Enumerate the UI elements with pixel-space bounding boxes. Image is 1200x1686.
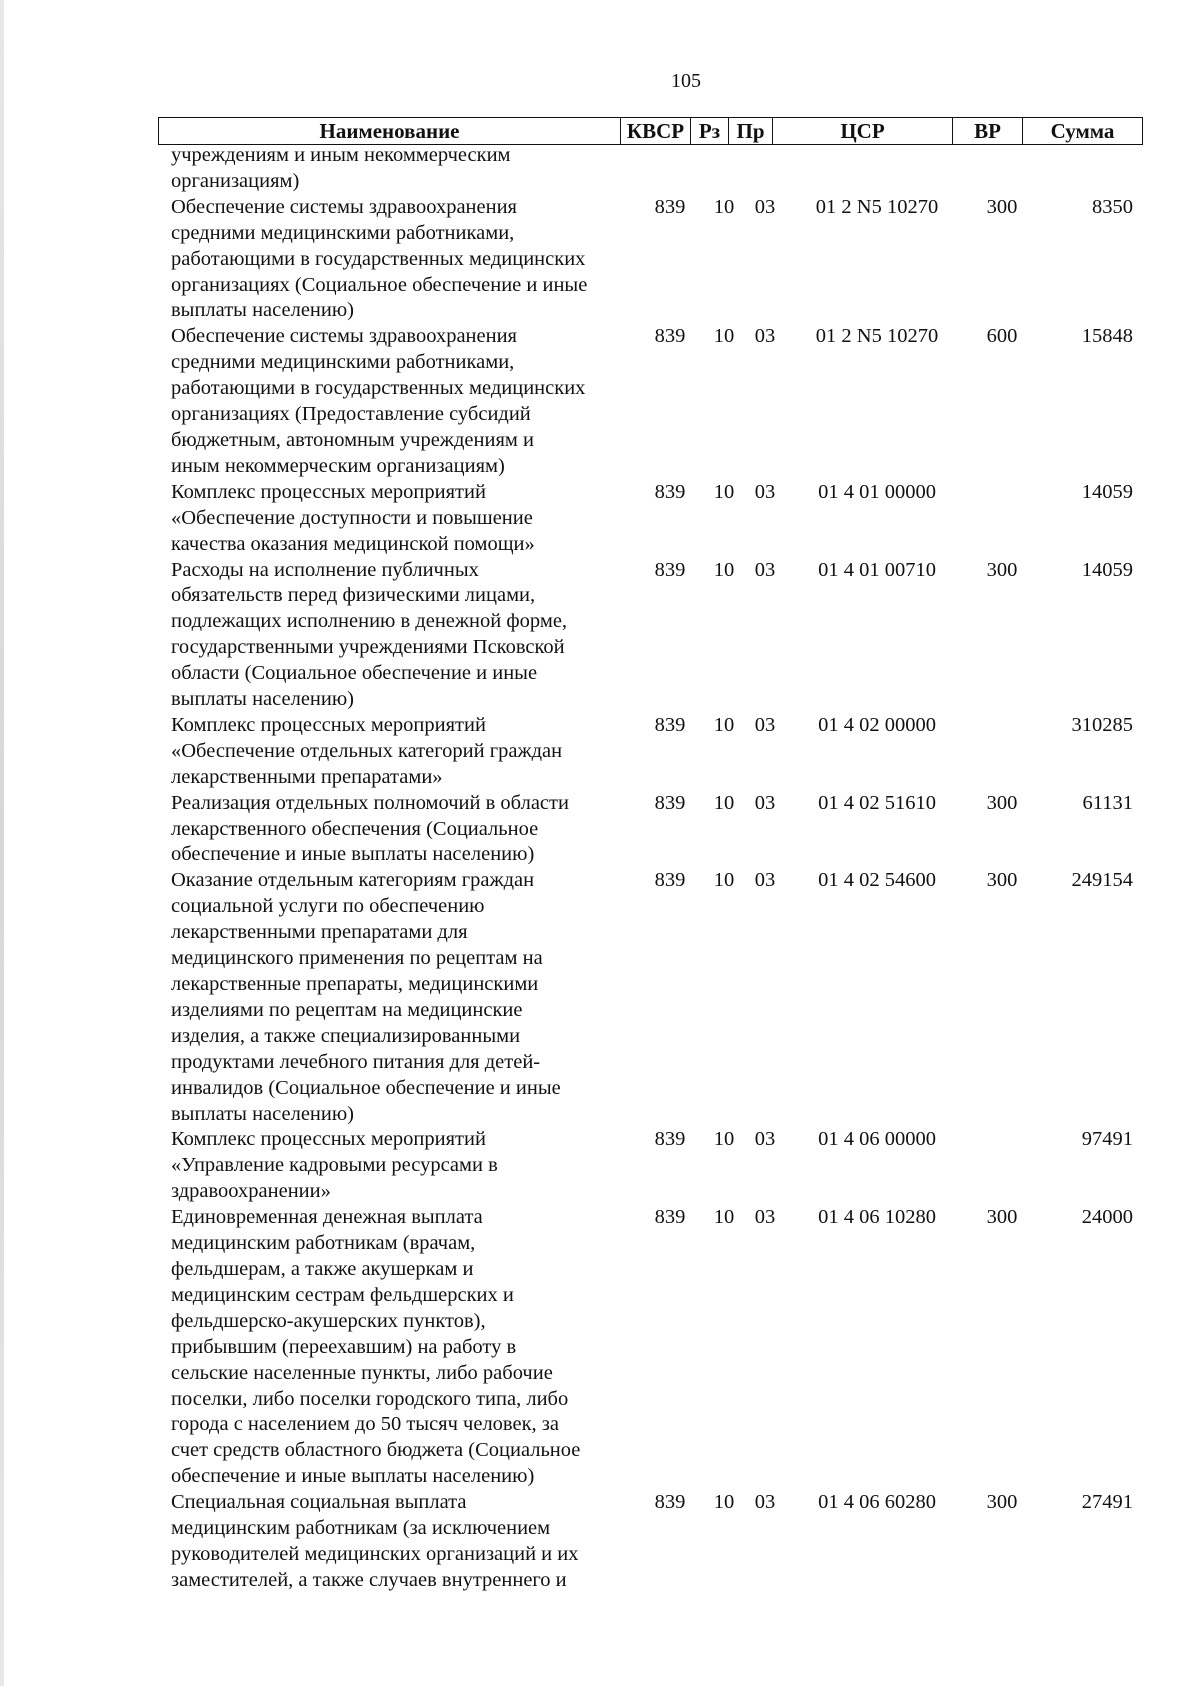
row-name: Комплекс процессных мероприятий «Обеспечение отдельных категорий граждан лекарственными препаратами»	[171, 713, 563, 788]
row-kvsr: 839	[654, 195, 686, 218]
row-name: учреждениям и иным некоммерческим организациям)	[171, 144, 511, 192]
row-kvsr	[635, 143, 705, 195]
header-rz: Рз	[691, 118, 729, 145]
row-vr	[967, 713, 1037, 791]
row-csr: 01 4 06 60280	[818, 1491, 936, 1514]
row-rz: 10	[713, 480, 735, 503]
table-row	[171, 868, 1131, 1127]
row-kvsr: 839	[654, 713, 686, 736]
row-sum	[1037, 143, 1133, 195]
row-sum: 8350	[1092, 195, 1133, 218]
row-sum: 27491	[1081, 1491, 1133, 1514]
row-pr: 03	[754, 791, 776, 814]
row-rz: 10	[713, 1128, 735, 1151]
row-sum: 14059	[1081, 480, 1133, 503]
row-kvsr: 839	[654, 1206, 686, 1229]
row-sum: 61131	[1082, 791, 1133, 814]
row-kvsr: 839	[654, 480, 686, 503]
row-kvsr: 839	[654, 1491, 686, 1514]
row-csr: 01 4 01 00710	[818, 558, 936, 581]
row-csr: 01 4 02 00000	[818, 713, 936, 736]
row-pr: 03	[754, 195, 776, 218]
header-pr: Пр	[729, 118, 773, 145]
row-rz: 10	[713, 869, 735, 892]
row-csr	[787, 143, 967, 195]
row-rz: 10	[713, 325, 735, 348]
header-csr: ЦСР	[773, 118, 953, 145]
row-rz: 10	[713, 1206, 735, 1229]
row-sum: 97491	[1081, 1128, 1133, 1151]
row-vr	[967, 1127, 1037, 1205]
row-pr: 03	[754, 1206, 776, 1229]
row-vr: 300	[986, 1491, 1018, 1514]
row-rz	[705, 143, 743, 195]
header-name: Наименование	[159, 118, 621, 145]
row-name: Специальная социальная выплата медицинским работникам (за исключением руководителей медицинских организаций и их заместителей, а также случаев внутреннего и	[171, 1491, 579, 1591]
row-csr: 01 4 06 00000	[818, 1128, 936, 1151]
row-kvsr: 839	[654, 1128, 686, 1151]
table-body	[171, 143, 1131, 1594]
row-sum: 249154	[1071, 869, 1133, 892]
row-sum: 14059	[1081, 558, 1133, 581]
table-row	[171, 324, 1131, 479]
row-pr: 03	[754, 325, 776, 348]
row-csr: 01 4 01 00000	[818, 480, 936, 503]
row-rz: 10	[713, 791, 735, 814]
row-name: Обеспечение системы здравоохранения средними медицинскими работниками, работающими в государственных медицинских организациях (Социальное обеспечение и иные выплаты населению)	[171, 195, 588, 322]
row-vr: 300	[986, 195, 1018, 218]
row-pr: 03	[754, 1128, 776, 1151]
table-row	[171, 1127, 1131, 1205]
row-pr: 03	[754, 713, 776, 736]
row-csr: 01 4 06 10280	[818, 1206, 936, 1229]
table-row	[171, 1205, 1131, 1490]
row-pr: 03	[754, 869, 776, 892]
row-name: Комплекс процессных мероприятий «Управление кадровыми ресурсами в здравоохранении»	[171, 1128, 498, 1203]
row-csr: 01 4 02 51610	[818, 791, 936, 814]
row-rz: 10	[713, 558, 735, 581]
row-name: Реализация отдельных полномочий в области лекарственного обеспечения (Социальное обеспечение и иные выплаты населению)	[171, 791, 569, 866]
row-name: Оказание отдельным категориям граждан социальной услуги по обеспечению лекарственными препаратами для медицинского применения по рецептам на лекарственные препараты, медицинскими изделиями по рецептам на медицинские изделия, а также специализированными продуктами лечебного питания для детей- инвалидов (Социальное обеспечение и иные выплаты населению)	[171, 869, 561, 1125]
header-vr: ВР	[953, 118, 1023, 145]
scan-edge	[0, 0, 4, 1686]
row-rz: 10	[713, 1491, 735, 1514]
row-vr: 300	[986, 558, 1018, 581]
table-row	[171, 143, 1131, 195]
row-vr: 600	[986, 325, 1018, 348]
row-kvsr: 839	[654, 791, 686, 814]
row-rz: 10	[713, 195, 735, 218]
table-row	[171, 480, 1131, 558]
row-sum: 310285	[1071, 713, 1133, 736]
row-csr: 01 2 N5 10270	[815, 195, 939, 218]
table-row	[171, 713, 1131, 791]
row-csr: 01 4 02 54600	[818, 869, 936, 892]
row-kvsr: 839	[654, 325, 686, 348]
row-name: Расходы на исполнение публичных обязательств перед физическими лицами, подлежащих исполнению в денежной форме, государственными учреждениями Псковской области (Социальное обеспечение и иные выплаты населению)	[171, 558, 568, 711]
row-kvsr: 839	[654, 558, 686, 581]
row-csr: 01 2 N5 10270	[815, 325, 939, 348]
page-number: 105	[671, 70, 701, 92]
row-vr: 300	[986, 869, 1018, 892]
row-sum: 24000	[1081, 1206, 1133, 1229]
row-pr: 03	[754, 558, 776, 581]
row-name: Единовременная денежная выплата медицинским работникам (врачам, фельдшерам, а также акушеркам и медицинским сестрам фельдшерских и фельдшерско-акушерских пунктов), прибывшим (переехавшим) на работу в сельские населенные пункты, либо рабочие поселки, либо поселки городского типа, либо города с населением до 50 тысяч человек, за счет средств областного бюджета (Социальное обеспечение и иные выплаты населению)	[171, 1206, 581, 1488]
row-kvsr: 839	[654, 869, 686, 892]
table-row	[171, 195, 1131, 325]
row-pr	[743, 143, 787, 195]
row-vr	[967, 480, 1037, 558]
row-sum: 15848	[1081, 325, 1133, 348]
row-vr: 300	[986, 1206, 1018, 1229]
row-vr: 300	[986, 791, 1018, 814]
header-kvsr: КВСР	[621, 118, 691, 145]
row-pr: 03	[754, 1491, 776, 1514]
header-sum: Сумма	[1023, 118, 1143, 145]
table-header	[158, 117, 1143, 145]
table-row	[171, 791, 1131, 869]
row-pr: 03	[754, 480, 776, 503]
row-vr	[967, 143, 1037, 195]
row-name: Комплекс процессных мероприятий «Обеспечение доступности и повышение качества оказания медицинской помощи»	[171, 480, 535, 555]
row-name: Обеспечение системы здравоохранения средними медицинскими работниками, работающими в государственных медицинских организациях (Предоставление субсидий бюджетным, автономным учреждениям и иным некоммерческим организациям)	[171, 325, 586, 477]
row-rz: 10	[713, 713, 735, 736]
table-row	[171, 558, 1131, 713]
table-row	[171, 1490, 1131, 1594]
